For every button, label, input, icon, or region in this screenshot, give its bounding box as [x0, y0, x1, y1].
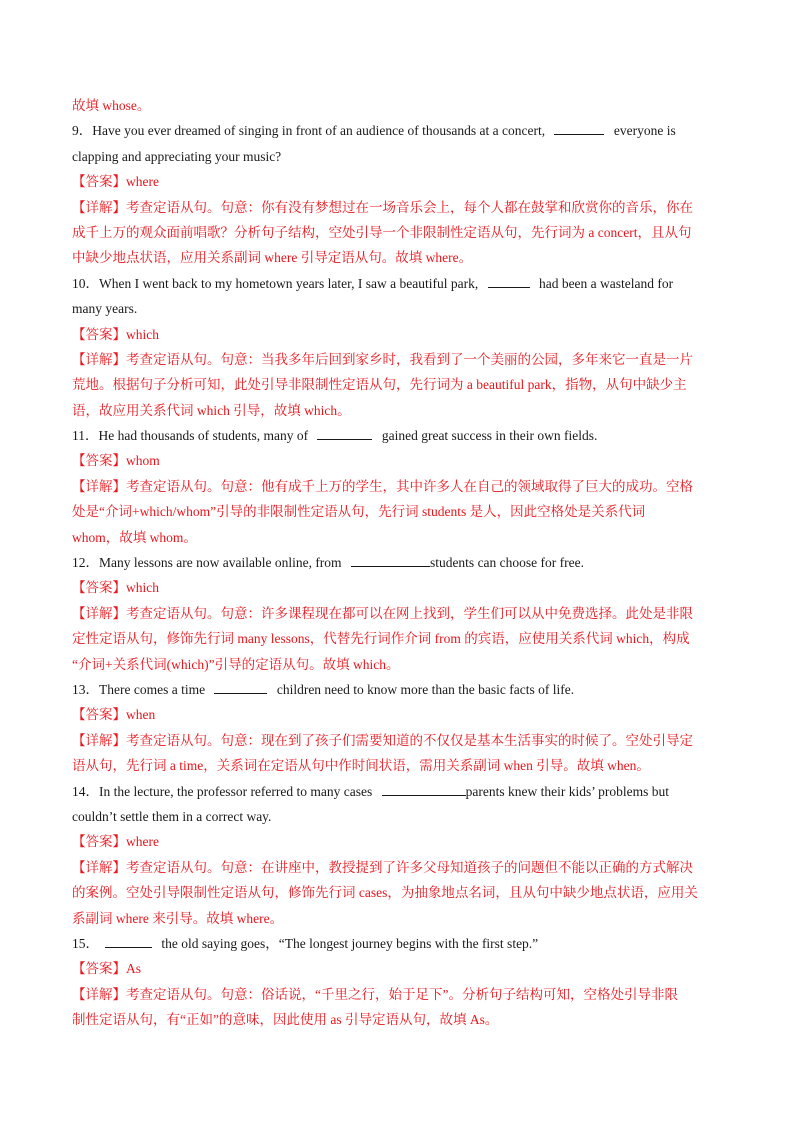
- detail-line: 语从句，先行词 a time，关系词在定语从句中作时间状语，需用关系副词 when 引导。故填 when。: [72, 758, 650, 774]
- question-text: 11．He had thousands of students, many of: [72, 428, 312, 444]
- question-13: [72, 677, 732, 702]
- question-10: [72, 271, 732, 296]
- answer-blank: [382, 781, 466, 796]
- detail-line: 【详解】考查定语从句。句意：在讲座中，教授提到了许多父母知道孩子的问题但不能以正确的方式解决: [72, 859, 693, 875]
- question-text: 12．Many lessons are now available online, from: [72, 555, 345, 571]
- question-12: [72, 550, 732, 575]
- detail-line: 处是“介词+which/whom”引导的非限制性定语从句，先行词 students 是人，因此空格处是关系代词: [72, 504, 646, 520]
- detail-line: 故填 whose。: [72, 98, 151, 113]
- detail-line: 【详解】考查定语从句。句意：现在到了孩子们需要知道的不仅仅是基本生活事实的时候了。空处引导定: [72, 732, 693, 748]
- question-text: 9．Have you ever dreamed of singing in front of an audience of thousands at a concert,: [72, 123, 549, 139]
- answer-blank: [105, 933, 152, 948]
- answer-line: 【答案】when: [72, 707, 156, 723]
- detail-line: 【详解】考查定语从句。句意：你有没有梦想过在一场音乐会上，每个人都在鼓掌和欣赏你的音乐，你在: [72, 199, 693, 215]
- detail-line: 制性定语从句，有“正如”的意味，因此使用 as 引导定语从句，故填 As。: [72, 1012, 499, 1028]
- answer-line: 【答案】which: [72, 580, 159, 596]
- question-9: [72, 118, 732, 143]
- question-text: clapping and appreciating your music?: [72, 148, 282, 164]
- detail-line: 【详解】考查定语从句。句意：许多课程现在都可以在网上找到，学生们可以从中免费选择。此处是非限: [72, 605, 693, 621]
- answer-blank: [214, 679, 267, 694]
- question-text: gained great success in their own fields.: [378, 428, 598, 444]
- question-text: students can choose for free.: [429, 555, 585, 571]
- detail-line: 【详解】考查定语从句。句意：当我多年后回到家乡时，我看到了一个美丽的公园，多年来它一直是一片: [72, 351, 693, 367]
- detail-line: 【详解】考查定语从句。句意：俗话说，“千里之行，始于足下”。分析句子结构可知，空格处引导非限: [72, 986, 678, 1002]
- question-15: [72, 931, 732, 956]
- detail-line: 语，故应用关系代词 which 引导，故填 which。: [72, 402, 351, 418]
- question-text: the old saying goes，“The longest journey begins with the first step.”: [158, 935, 539, 951]
- detail-line: 成千上万的观众面前唱歌？分析句子结构，空处引导一个非限制性定语从句，先行词为 a concert，且从句: [72, 224, 692, 240]
- question-11: [72, 423, 732, 448]
- answer-line: 【答案】which: [72, 326, 159, 342]
- question-text: 15．: [72, 935, 99, 951]
- answer-line: 【答案】whom: [72, 453, 160, 469]
- question-text: 10．When I went back to my hometown years later, I saw a beautiful park,: [72, 275, 482, 291]
- question-text: everyone is: [610, 123, 676, 139]
- question-text: parents knew their kids’ problems but: [465, 783, 669, 799]
- answer-line: 【答案】where: [72, 174, 159, 190]
- question-text: many years.: [72, 301, 138, 317]
- detail-line: 中缺少地点状语，应用关系副词 where 引导定语从句。故填 where。: [72, 250, 473, 266]
- detail-line: 的案例。空处引导限制性定语从句，修饰先行词 cases，为抽象地点名词，且从句中缺少地点状语，应用关: [72, 885, 698, 901]
- question-14: [72, 779, 732, 804]
- answer-line: 【答案】where: [72, 834, 159, 850]
- document-page: [72, 93, 732, 1032]
- answer-blank: [317, 425, 372, 440]
- question-text: couldn’t settle them in a correct way.: [72, 808, 272, 824]
- detail-line: 系副词 where 来引导。故填 where。: [72, 910, 284, 926]
- answer-line: 【答案】As: [72, 961, 142, 977]
- question-text: 14．In the lecture, the professor referred to many cases: [72, 783, 376, 799]
- answer-blank: [488, 273, 530, 288]
- detail-line: whom，故填 whom。: [72, 529, 197, 545]
- detail-line: 定性定语从句，修饰先行词 many lessons，代替先行词作介词 from 的宾语，应使用关系代词 which，构成: [72, 631, 690, 647]
- detail-line: 【详解】考查定语从句。句意：他有成千上万的学生，其中许多人在自己的领域取得了巨大的成功。空格: [72, 478, 693, 494]
- detail-line: 荒地。根据句子分析可知，此处引导非限制性定语从句，先行词为 a beautiful park，指物，从句中缺少主: [72, 377, 687, 393]
- answer-blank: [554, 120, 604, 135]
- question-text: 13．There comes a time: [72, 681, 209, 697]
- question-text: children need to know more than the basic facts of life.: [273, 681, 575, 697]
- question-text: had been a wasteland for: [535, 275, 674, 291]
- detail-line: “介词+关系代词(which)”引导的定语从句。故填 which。: [72, 656, 400, 672]
- answer-blank: [351, 552, 430, 567]
